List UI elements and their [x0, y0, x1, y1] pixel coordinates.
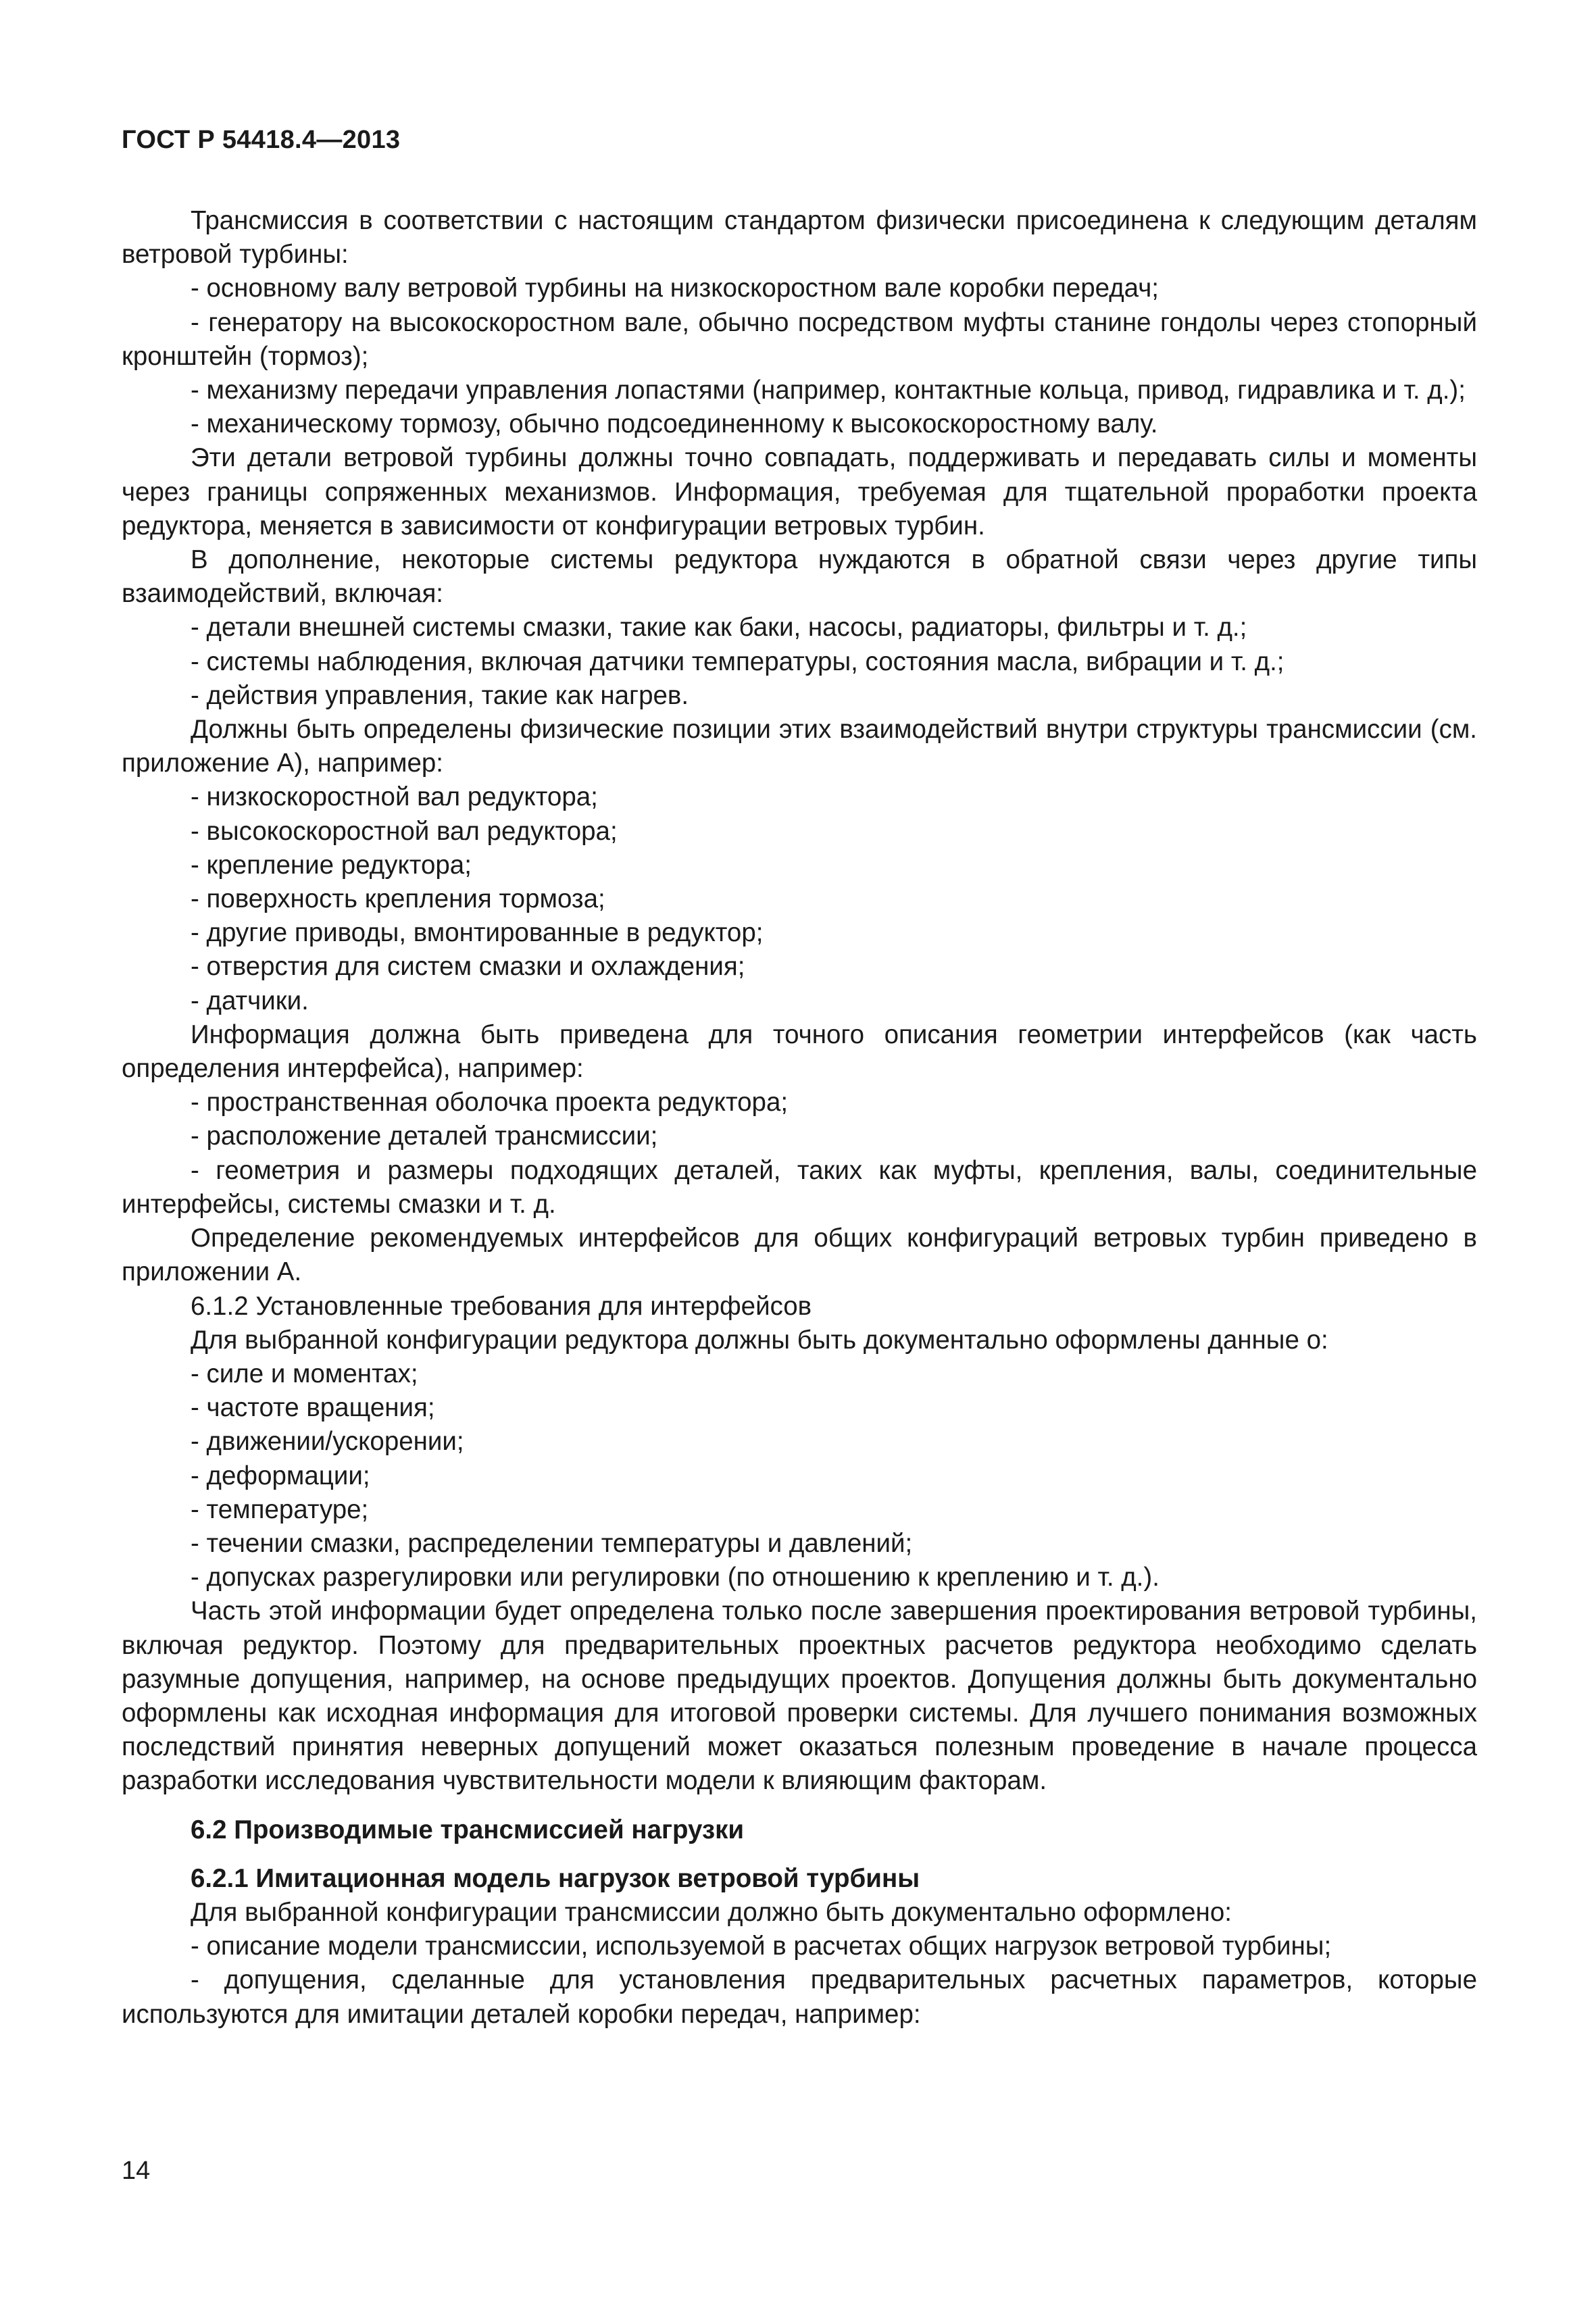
list-item: - другие приводы, вмонтированные в редуктор; [191, 918, 764, 948]
paragraph: Эти детали ветровой турбины должны точно совпадать, поддерживать и передавать силы и моменты через границы сопряженных механизмов. Информация, требуемая для тщательной проработки проекта редуктора, меняется в зависимости от конфигурации ветровых турбин. [122, 443, 1477, 540]
list-item: - механическому тормозу, обычно подсоединенному к высокоскоростному валу. [191, 409, 1158, 439]
paragraph: В дополнение, некоторые системы редуктора нуждаются в обратной связи через другие типы взаимодействий, включая: [122, 545, 1477, 609]
list-item: - основному валу ветровой турбины на низкоскоростном вале коробки передач; [191, 274, 1159, 303]
list-item: - температуре; [191, 1494, 369, 1524]
list-item: - пространственная оболочка проекта редуктора; [191, 1088, 789, 1117]
list-item: - детали внешней системы смазки, такие как баки, насосы, радиаторы, фильтры и т. д.; [191, 613, 1247, 643]
list-item: - действия управления, такие как нагрев. [191, 680, 689, 710]
list-item: - допусках разрегулировки или регулировки (по отношению к креплению и т. д.). [191, 1563, 1159, 1592]
paragraph: Часть этой информации будет определена только после завершения проектирования ветровой турбины, включая редуктор. Поэтому для предварительных проектных расчетов редуктора необходимо сделать разумные допущения, например, на основе предыдущих проектов. Допущения должны быть документально оформлены как исходная информация для итоговой проверки системы. Для лучшего понимания возможных последствий принятия неверных допущений может оказаться полезным проведение в начале процесса разработки исследования чувствительности модели к влияющим факторам. [122, 1596, 1477, 1796]
page-number: 14 [122, 2157, 151, 2185]
section-heading: 6.2 Производимые трансмиссией нагрузки [191, 1815, 745, 1844]
paragraph: Для выбранной конфигурации редуктора должны быть документально оформлены данные о: [191, 1325, 1328, 1355]
list-item: - механизму передачи управления лопастями (например, контактные кольца, привод, гидравлика и т. д.); [191, 376, 1466, 405]
list-item: - силе и моментах; [191, 1359, 418, 1388]
paragraph: Трансмиссия в соответствии с настоящим стандартом физически присоединена к следующим деталям ветровой турбины: [122, 206, 1477, 270]
list-item: - расположение деталей трансмиссии; [191, 1122, 658, 1151]
list-item: - допущения, сделанные для установления предварительных расчетных параметров, которые используются для имитации деталей коробки передач, например: [122, 1965, 1477, 2029]
list-item: - частоте вращения; [191, 1393, 435, 1423]
list-item: - генератору на высокоскоростном вале, обычно посредством муфты станине гондолы через стопорный кронштейн (тормоз); [122, 307, 1477, 371]
list-item: - крепление редуктора; [191, 850, 472, 880]
document-code-header: ГОСТ Р 54418.4—2013 [122, 126, 401, 154]
subsection-title: 6.1.2 Установленные требования для интерфейсов [191, 1291, 812, 1321]
list-item: - отверстия для систем смазки и охлаждения; [191, 952, 745, 982]
list-item: - движении/ускорении; [191, 1427, 464, 1457]
list-item: - описание модели трансмиссии, используемой в расчетах общих нагрузок ветровой турбины; [191, 1932, 1332, 1961]
list-item: - течении смазки, распределении температуры и давлений; [191, 1528, 913, 1558]
list-item: - системы наблюдения, включая датчики температуры, состояния масла, вибрации и т. д.; [191, 647, 1285, 676]
paragraph: Определение рекомендуемых интерфейсов для общих конфигураций ветровых турбин приведено в приложении А. [122, 1224, 1477, 1287]
paragraph: Для выбранной конфигурации трансмиссии должно быть документально оформлено: [191, 1897, 1232, 1927]
list-item: - высокоскоростной вал редуктора; [191, 816, 618, 846]
paragraph: Должны быть определены физические позиции этих взаимодействий внутри структуры трансмиссии (см. приложение А), например: [122, 715, 1477, 778]
list-item: - деформации; [191, 1461, 370, 1490]
list-item: - поверхность крепления тормоза; [191, 884, 605, 914]
list-item: - геометрия и размеры подходящих деталей, таких как муфты, крепления, валы, соединительные интерфейсы, системы смазки и т. д. [122, 1155, 1477, 1219]
list-item: - датчики. [191, 986, 309, 1015]
paragraph: Информация должна быть приведена для точного описания геометрии интерфейсов (как часть определения интерфейса), например: [122, 1020, 1477, 1084]
subsection-heading: 6.2.1 Имитационная модель нагрузок ветровой турбины [191, 1863, 920, 1893]
list-item: - низкоскоростной вал редуктора; [191, 782, 598, 812]
page-body [122, 204, 1477, 2032]
